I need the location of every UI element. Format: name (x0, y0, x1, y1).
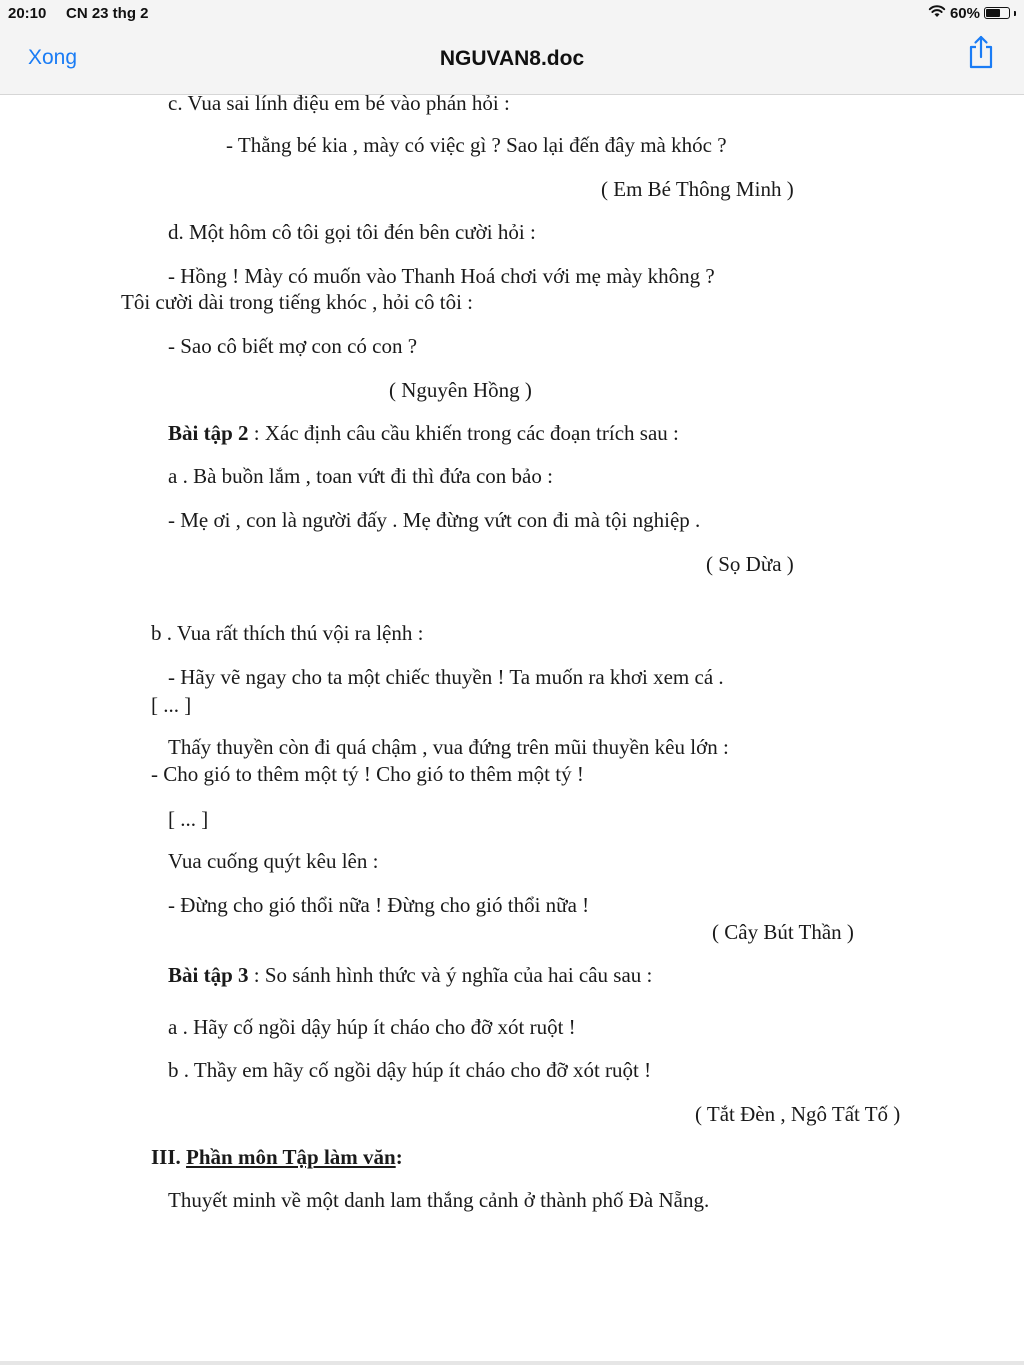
citation: ( Sọ Dừa ) (706, 552, 794, 576)
doc-line: - Đừng cho gió thổi nữa ! Đừng cho gió thổi nữa ! (168, 893, 590, 917)
document-title: NGUVAN8.doc (439, 47, 585, 70)
exercise-3-text: : So sánh hình thức và ý nghĩa của hai câu sau : (248, 963, 653, 987)
status-right (928, 4, 1016, 22)
doc-line: [ ... ] (168, 807, 209, 831)
doc-line: [ ... ] (151, 693, 192, 717)
bottom-divider (0, 1361, 1024, 1365)
doc-line: - Hồng ! Mày có muốn vào Thanh Hoá chơi với mẹ mày không ? (168, 264, 715, 288)
section-3-heading (151, 1145, 403, 1170)
doc-line: - Sao cô biết mợ con có con ? (168, 334, 418, 358)
battery-tip (1014, 11, 1016, 16)
citation: ( Cây Bút Thần ) (712, 920, 854, 944)
wifi-icon (928, 4, 946, 22)
battery-percent: 60% (949, 4, 980, 22)
battery-icon (984, 7, 1010, 19)
exercise-2-label: Bài tập 2 (168, 421, 249, 445)
exercise-2-text: : Xác định câu cầu khiến trong các đoạn trích sau : (248, 421, 679, 445)
doc-line: - Thằng bé kia , mày có việc gì ? Sao lại đến đây mà khóc ? (226, 133, 727, 157)
section-3-number: III. (151, 1145, 187, 1169)
doc-line: - Hãy vẽ ngay cho ta một chiếc thuyền ! Ta muốn ra khơi xem cá . (168, 665, 724, 689)
doc-line: b . Thầy em hãy cố ngồi dậy húp ít cháo cho đỡ xót ruột ! (168, 1058, 652, 1082)
doc-line: d. Một hôm cô tôi gọi tôi đén bên cười hỏi : (168, 220, 536, 244)
exercise-2-heading (168, 421, 679, 446)
doc-line: a . Hãy cố ngồi dậy húp ít cháo cho đỡ xót ruột ! (168, 1015, 576, 1039)
doc-line: Thấy thuyền còn đi quá chậm , vua đứng trên mũi thuyền kêu lớn : (168, 735, 729, 759)
done-button[interactable]: Xong (28, 46, 78, 69)
doc-line: b . Vua rất thích thú vội ra lệnh : (151, 621, 424, 645)
doc-line: Thuyết minh về một danh lam thắng cảnh ở thành phố Đà Nẵng. (168, 1188, 710, 1212)
doc-line: - Cho gió to thêm một tý ! Cho gió to thêm một tý ! (151, 762, 584, 786)
citation: ( Tắt Đèn , Ngô Tất Tố ) (695, 1102, 901, 1126)
doc-line: Vua cuống quýt kêu lên : (168, 849, 379, 873)
share-icon[interactable] (966, 34, 996, 70)
doc-line: a . Bà buồn lắm , toan vứt đi thì đứa con bảo : (168, 464, 553, 488)
citation: ( Em Bé Thông Minh ) (601, 177, 794, 201)
document-page[interactable] (0, 91, 1024, 1365)
nav-bar (0, 26, 1024, 95)
doc-line: Tôi cười dài trong tiếng khóc , hỏi cô tôi : (121, 290, 474, 314)
exercise-3-heading (168, 963, 652, 988)
doc-line: - Mẹ ơi , con là người đấy . Mẹ đừng vứt con đi mà tội nghiệp . (168, 508, 701, 532)
section-3-title: Phần môn Tập làm văn (186, 1145, 396, 1169)
exercise-3-label: Bài tập 3 (168, 963, 249, 987)
section-3-colon: : (395, 1145, 403, 1169)
status-time: 20:10 (8, 5, 47, 22)
battery-fill (986, 9, 1000, 17)
status-bar (0, 0, 1024, 26)
doc-line: c. Vua sai lính điệu em bé vào phán hỏi : (168, 91, 510, 115)
citation: ( Nguyên Hồng ) (389, 378, 532, 402)
status-date: CN 23 thg 2 (66, 5, 149, 22)
